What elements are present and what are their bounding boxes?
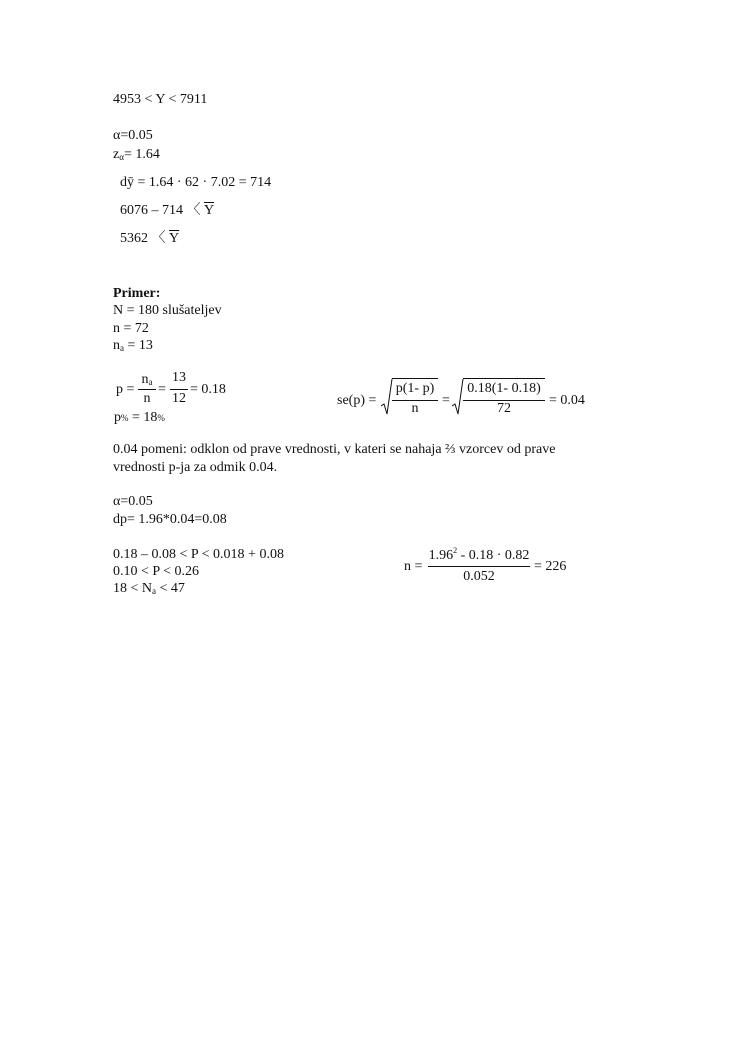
- range-y-line: 4953 < Y < 7911: [113, 92, 208, 107]
- z-label: z: [113, 147, 120, 162]
- p-result: = 0.18: [190, 382, 226, 397]
- se-result: = 0.04: [549, 393, 585, 408]
- se-equals: =: [442, 393, 450, 408]
- se-fraction-1-den: n: [411, 401, 419, 416]
- p-fraction-1-bar: [138, 389, 156, 390]
- na-sub: a: [120, 343, 124, 353]
- alpha-line-2: α=0.05: [113, 494, 153, 509]
- y-bar-1: $\overline{Y}$: [204, 203, 215, 218]
- dp-line: dp= 1.96*0.04=0.08: [113, 512, 227, 527]
- sample-n: n = 72: [113, 321, 149, 336]
- inequality-1-left: 6076 – 714 〈: [120, 203, 201, 218]
- p-fraction-2-bar: [170, 389, 188, 390]
- interval-p-line-2: 0.10 < P < 0.26: [113, 564, 200, 579]
- inequality-1: [120, 202, 214, 219]
- n-fraction-bar: [428, 566, 530, 567]
- sqrt-1-vinculum: [392, 378, 438, 379]
- explanation-line-2: vrednosti p-ja za odmik 0.04.: [113, 460, 278, 475]
- n-result: = 226: [534, 559, 567, 574]
- y-bar-2: $\overline{Y}$: [169, 231, 180, 246]
- z-alpha-line: [113, 146, 160, 166]
- p-equals: p =: [116, 382, 135, 397]
- n-fraction-num: 1.96$^2$ - 0.18 · 0.82: [428, 546, 530, 563]
- p-fraction-2-num: 13: [172, 370, 186, 385]
- population-N: N = 180 slušateljev: [113, 303, 222, 318]
- inequality-2: [120, 230, 179, 247]
- se-label: se(p) =: [337, 393, 377, 408]
- p-percent-line: p% = 18%: [114, 410, 165, 425]
- se-fraction-2-den: 72: [497, 401, 511, 416]
- example-heading: Primer:: [113, 286, 161, 301]
- p-fraction-2-den: 12: [172, 391, 186, 406]
- sample-na: [113, 337, 153, 357]
- z-value: = 1.64: [123, 147, 160, 162]
- p-equals-2: =: [158, 382, 166, 397]
- p-fraction-1-num: $n_a$: [141, 372, 153, 387]
- explanation-line-1: 0.04 pomeni: odklon od prave vrednosti, v kateri se nahaja ⅔ vzorcev od prave: [113, 442, 556, 457]
- z-sub: α: [119, 152, 124, 162]
- n-label: n =: [404, 559, 423, 574]
- se-fraction-1-num: p(1- p): [395, 381, 435, 396]
- se-fraction-2-num: 0.18(1- 0.18): [467, 381, 541, 396]
- interval-p-line-1: 0.18 – 0.08 < P < 0.018 + 0.08: [113, 547, 284, 562]
- na-label: n: [113, 338, 120, 353]
- interval-na-line: $18 < N_a < 47$: [113, 581, 185, 596]
- n-fraction-den: 0.052: [463, 569, 495, 584]
- p-fraction-1-den: n: [143, 391, 151, 406]
- alpha-line: α=0.05: [113, 128, 153, 143]
- inequality-2-left: 5362 〈: [120, 231, 166, 246]
- na-value: = 13: [124, 338, 153, 353]
- sqrt-2-vinculum: [463, 378, 545, 379]
- dy-equation: dӯ = 1.64 · 62 · 7.02 = 714: [120, 175, 272, 190]
